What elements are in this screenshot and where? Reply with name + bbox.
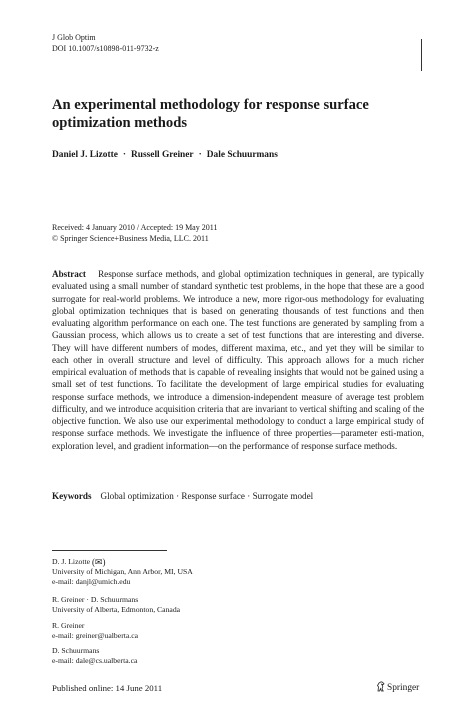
author-3: Dale Schuurmans (206, 150, 278, 160)
keywords (52, 491, 432, 501)
abstract-line: thousands of test functions and then evaluating algorithm performance on each one. The test (52, 305, 424, 328)
paper-title (52, 96, 432, 132)
abstract-line: ous methodology for evaluating global optimization techniques that is based on generating (52, 293, 425, 316)
author-list (52, 150, 278, 160)
publisher-name: Springer (387, 683, 420, 693)
abstract-line: introduce acquisition criteria that are invariant to vertical shifting and scaling of the objective (52, 403, 425, 426)
affiliation-email[interactable]: e-mail: danjl@umich.edu (52, 577, 131, 586)
doi: DOI 10.1007/s10898-011-9732-z (52, 43, 159, 53)
abstract-line: facilitate the development of large empirical studies for evaluating response surface methods, (52, 379, 424, 402)
affiliation-name: D. Schuurmans (52, 646, 100, 655)
abstract-line: typically evaluated using a small number of standard synthetic test problems, in the hope (52, 269, 425, 292)
abstract-line: mation, exploration level, and gradient information—on the performance of response surface (52, 428, 424, 451)
abstract-line: that these are a good surrogate for real-world problems. We introduce a new, more rigor- (52, 281, 425, 304)
publication-dates (52, 223, 217, 244)
title-line-1: An experimental methodology for response surface (52, 97, 369, 113)
journal-name: J Glob Optim (52, 33, 96, 42)
header-vertical-rule (421, 39, 422, 71)
abstract-line: function. We also use our experimental methodology to conduct a large empirical study of (88, 416, 425, 426)
author-separator: · (122, 150, 127, 160)
abstract-line: capable of revealing insights that would not be gained using a small set of test functions. To (52, 367, 424, 390)
abstract-line: different maxima, etc., and yet they will be similar to each other in overall structure and level (52, 342, 424, 365)
affiliation-names: R. Greiner · D. Schuurmans (52, 595, 139, 604)
abstract-line: response surface methods. We investigate the influence of three properties—parameter esti- (52, 428, 397, 439)
affiliation-schuurmans (52, 646, 137, 666)
published-online: Published online: 14 June 2011 (52, 683, 163, 693)
abstract-line: functions are generated by sampling from a Gaussian process, which allows us to create a set (52, 318, 425, 341)
author-2: Russell Greiner (131, 150, 194, 160)
abstract-line: of difficulty. This approach allows for a much richer empirical evaluation of methods that is (52, 354, 425, 377)
affiliation-lizotte (52, 557, 193, 587)
abstract-line: of test functions that are interesting and diverse. They will have different numbers of modes, (52, 330, 424, 353)
abstract (52, 268, 424, 452)
keywords-heading: Keywords (52, 491, 92, 501)
affiliation-name: D. J. Lizotte (52, 557, 91, 566)
springer-horse-icon (376, 681, 385, 692)
affiliation-greiner (52, 621, 138, 641)
author-separator: · (198, 150, 202, 160)
affiliation-email[interactable]: e-mail: dale@cs.ualberta.ca (52, 656, 138, 665)
abstract-line: Response surface methods, and global optimization techniques in general, are (98, 269, 389, 279)
abstract-line: we introduce a dimension-independent measure of average test problem difficulty, and we (52, 391, 424, 414)
abstract-heading: Abstract (52, 269, 86, 279)
author-1: Daniel J. Lizotte (52, 150, 118, 160)
publisher-logo (376, 681, 419, 693)
affiliation-alberta (52, 595, 180, 615)
envelope-icon: (✉) (91, 557, 106, 567)
keywords-text: Global optimization · Response surface · Surrogate model (100, 491, 314, 501)
affiliation-address: University of Michigan, Ann Arbor, MI, USA (52, 567, 193, 576)
abstract-line: methods. (363, 440, 398, 451)
affiliation-name: R. Greiner (52, 621, 85, 630)
affiliation-address: University of Alberta, Edmonton, Canada (52, 605, 181, 614)
copyright: © Springer Science+Business Media, LLC. 2011 (52, 233, 209, 243)
journal-header (52, 33, 159, 54)
affiliation-email[interactable]: e-mail: greiner@ualberta.ca (52, 631, 139, 640)
title-line-2: optimization methods (52, 115, 187, 131)
received-accepted: Received: 4 January 2010 / Accepted: 19 May 2011 (52, 223, 218, 232)
footnote-rule (52, 550, 167, 551)
